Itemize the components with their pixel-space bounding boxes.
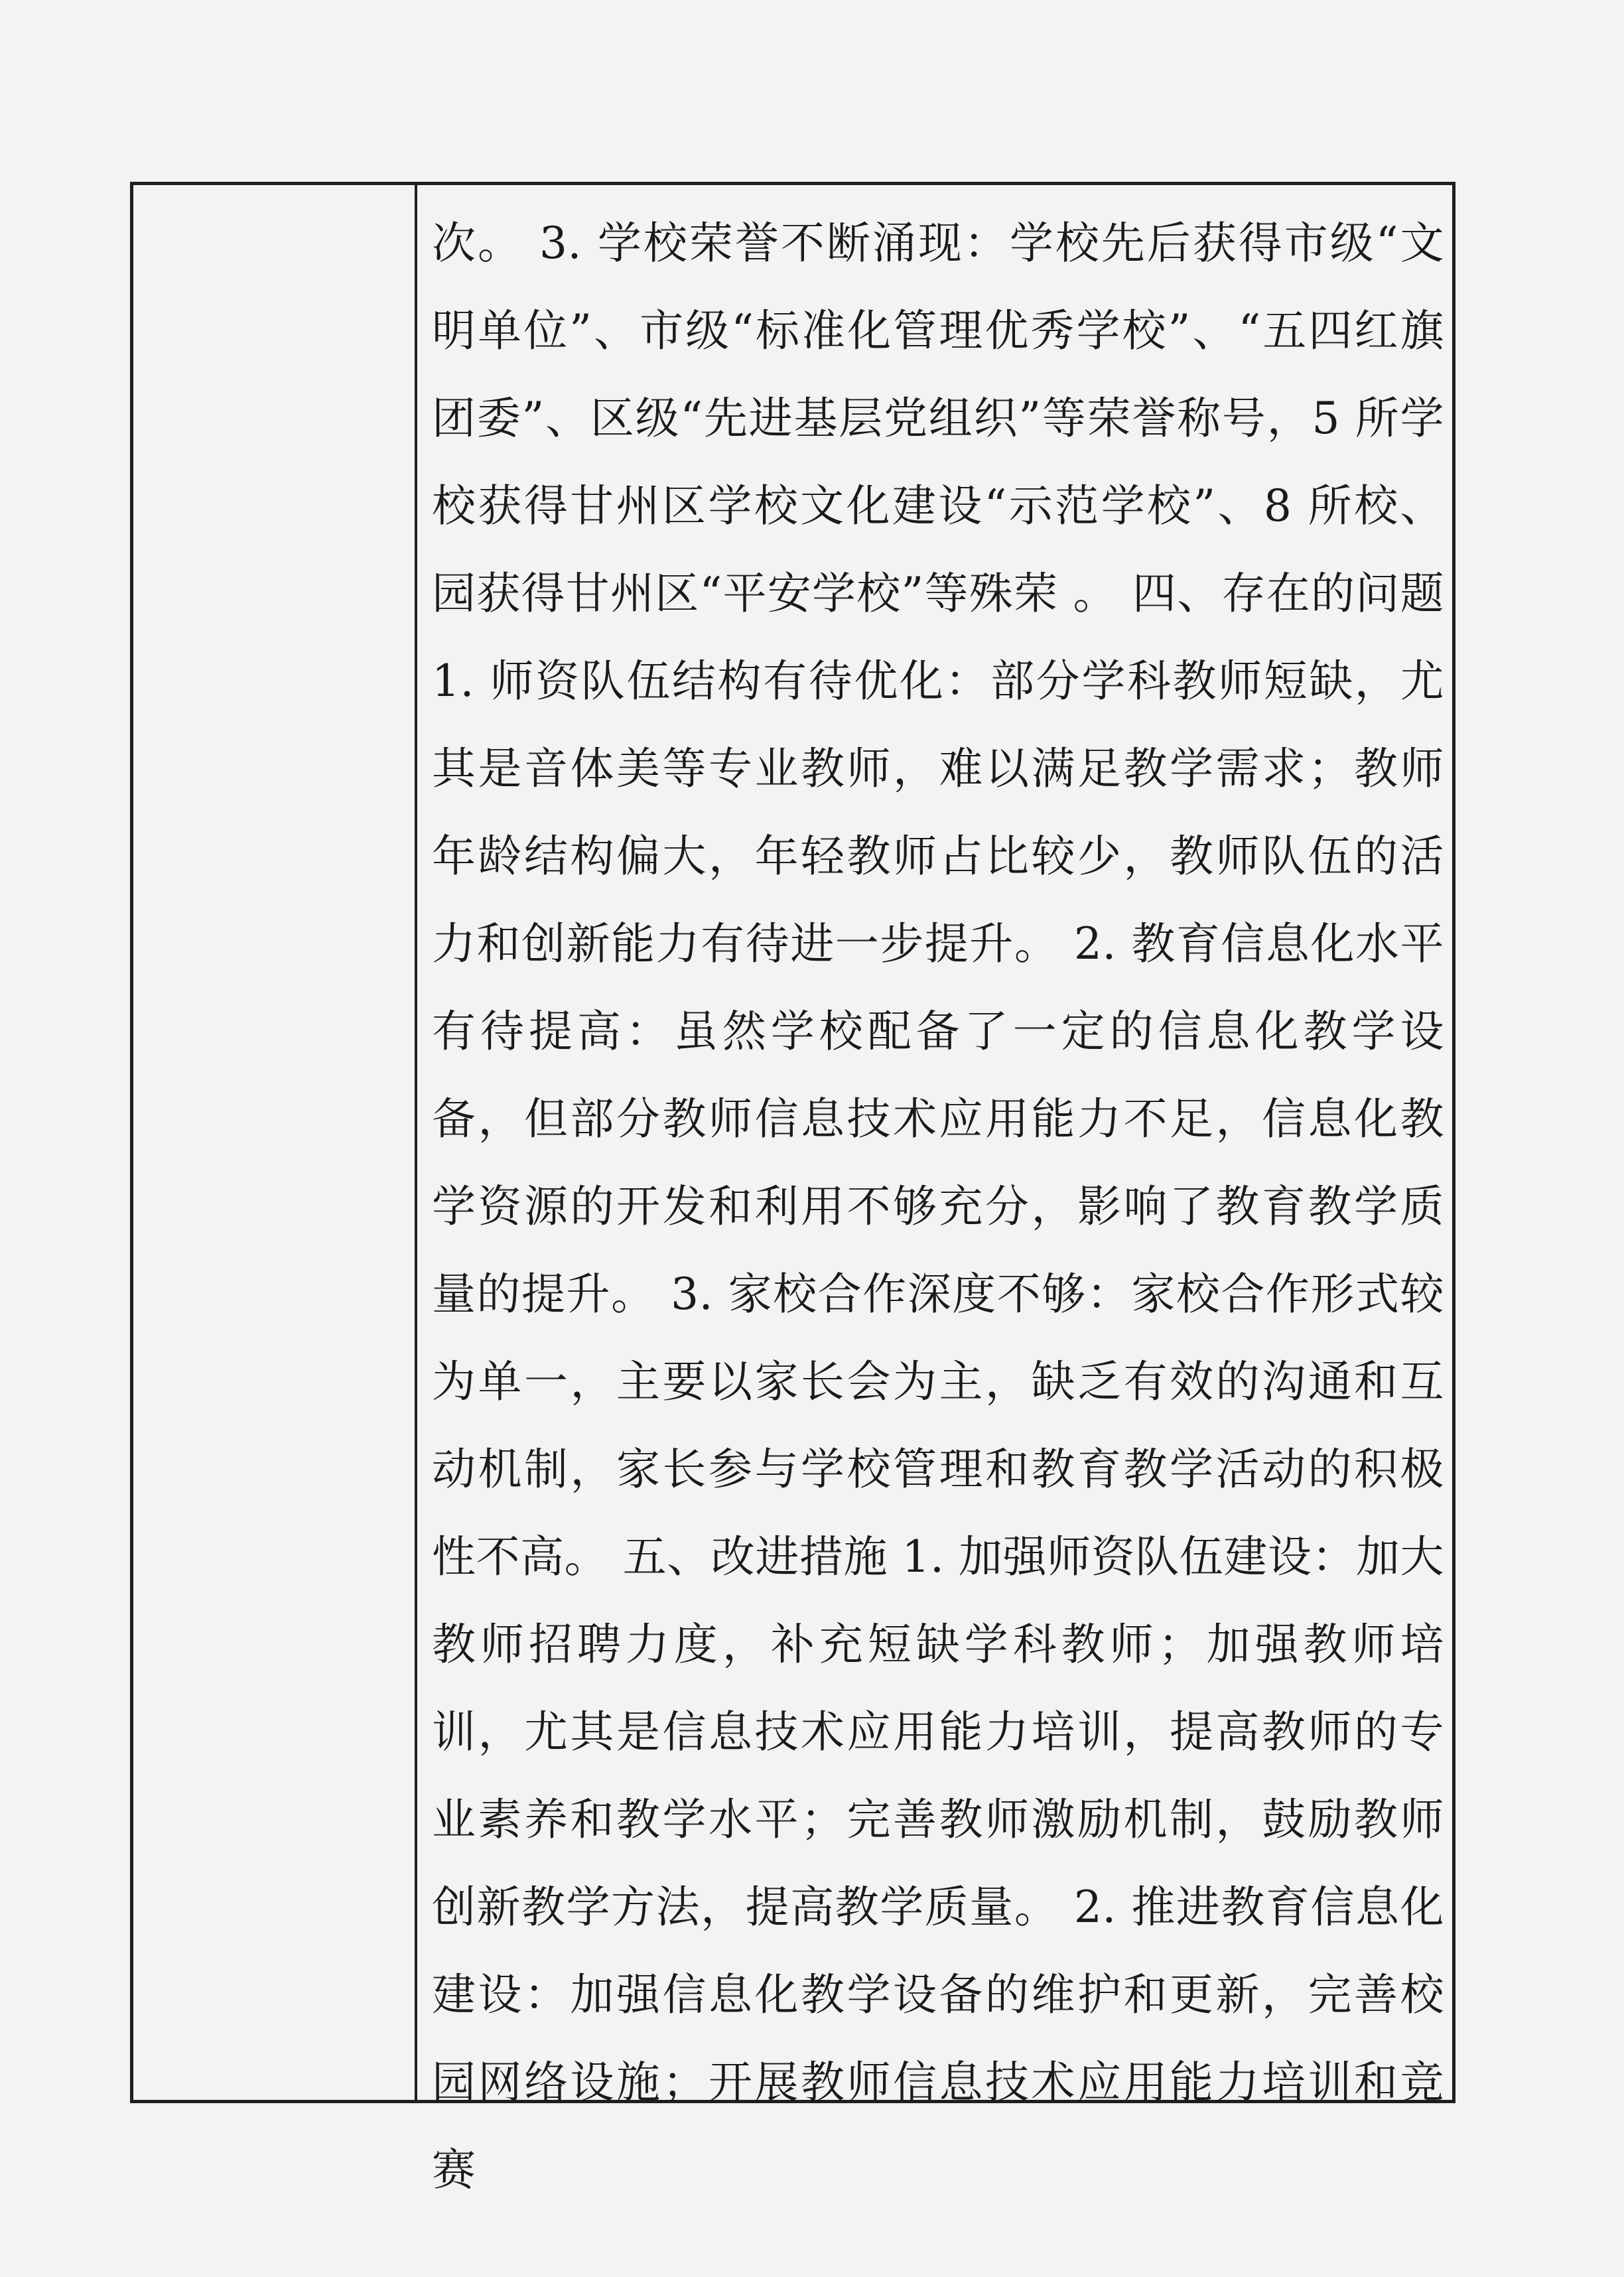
- form-table: [130, 182, 1455, 2195]
- table-content-cell: [417, 185, 1452, 2195]
- body-text: 次。 3. 学校荣誉不断涌现：学校先后获得市级“文明单位”、市级“标准化管理优秀学校”、“五四红旗团委”、区级“先进基层党组织”等荣誉称号，5 所学校获得甘州区学校文化建设“示范学校”、8 所校、园获得甘州区“平安学校”等殊荣 。 四、存在的问题 1. 师资队伍结构有待优化：部分学科教师短缺，尤其是音体美等专业教师，难以满足教学需求；教师年龄结构偏大，年轻教师占比较少，教师队伍的活力和创新能力有待进一步提升。 2. 教育信息化水平有待提高：虽然学校配备了一定的信息化教学设备，但部分教师信息技术应用能力不足，信息化教学资源的开发和利用不够充分，影响了教育教学质量的提升。 3. 家校合作深度不够：家校合作形式较为单一，主要以家长会为主，缺乏有效的沟通和互动机制，家长参与学校管理和教育教学活动的积极性不高。 五、改进措施 1. 加强师资队伍建设：加大教师招聘力度，补充短缺学科教师；加强教师培训，尤其是信息技术应用能力培训，提高教师的专业素养和教学水平；完善教师激励机制，鼓励教师创新教学方法，提高教学质量。 2. 推进教育信息化建设：加强信息化教学设备的维护和更新，完善校园网络设施；开展教师信息技术应用能力培训和竞赛: [432, 218, 1444, 2195]
- table-label-cell: [133, 185, 417, 2100]
